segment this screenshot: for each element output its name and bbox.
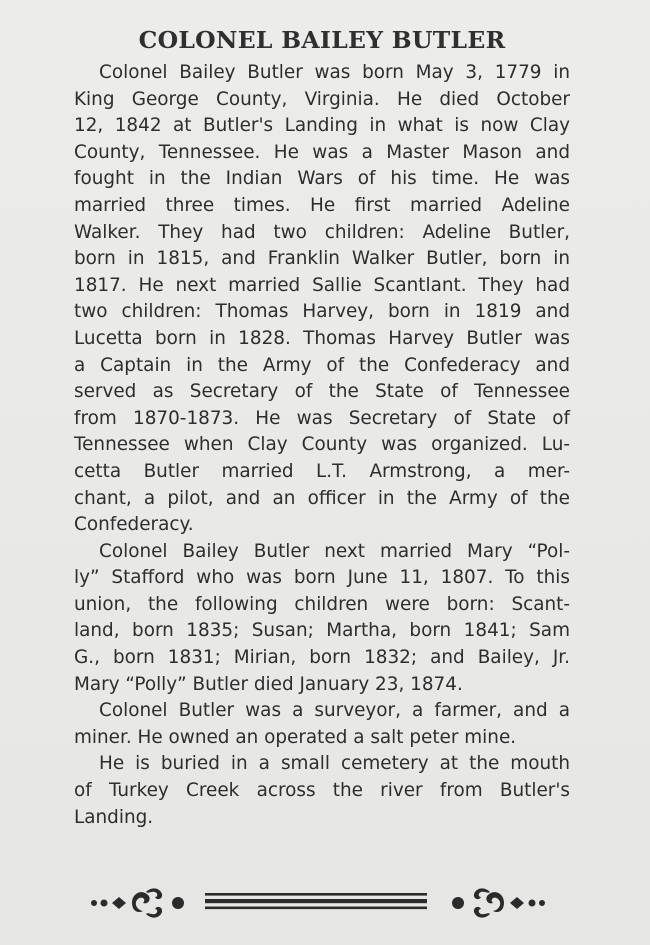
- text-line: union, the following children were born: Scant-: [74, 593, 570, 615]
- text-line: 12, 1842 at Butler's Landing in what is now Clay: [74, 115, 570, 137]
- text-line: married three times. He first married Adeline: [74, 194, 570, 216]
- text-line: cetta Butler married L.T. Armstrong, a mer-: [74, 460, 570, 482]
- paragraph-4: [74, 751, 570, 831]
- text-line: G., born 1831; Mirian, born 1832; and Bailey, Jr.: [74, 647, 570, 669]
- text-line: He is buried in a small cemetery at the mouth: [99, 753, 570, 775]
- paragraph-3: [74, 698, 570, 751]
- text-line: Colonel Bailey Butler next married Mary “Pol-: [99, 540, 570, 562]
- text-line: chant, a pilot, and an officer in the Army of the: [74, 487, 570, 509]
- text-line: ly” Stafford who was born June 11, 1807. To this: [74, 567, 570, 589]
- decorative-divider-icon: [88, 876, 548, 926]
- text-line: miner. He owned an operated a salt peter mine.: [74, 726, 517, 748]
- text-line: Tennessee when Clay County was organized. Lu-: [74, 434, 570, 456]
- article: [74, 24, 570, 831]
- paragraph-2: [74, 539, 570, 699]
- text-line: Mary “Polly” Butler died January 23, 1874.: [74, 673, 463, 695]
- article-title: COLONEL BAILEY BUTLER: [138, 26, 506, 54]
- text-line: Colonel Bailey Butler was born May 3, 1779 in: [99, 62, 570, 83]
- text-line: from 1870-1873. He was Secretary of State of: [74, 407, 570, 429]
- text-line: King George County, Virginia. He died October: [74, 88, 570, 110]
- text-line: County, Tennessee. He was a Master Mason and: [74, 141, 570, 163]
- text-line: fought in the Indian Wars of his time. He was: [74, 168, 570, 190]
- text-line: Lucetta born in 1828. Thomas Harvey Butler was: [74, 327, 570, 349]
- text-line: Colonel Butler was a surveyor, a farmer, and a: [99, 700, 570, 722]
- text-line: Confederacy.: [74, 514, 194, 536]
- text-line: 1817. He next married Sallie Scantlant. They had: [74, 274, 570, 296]
- text-line: Walker. They had two children: Adeline Butler,: [74, 221, 570, 243]
- text-line: land, born 1835; Susan; Martha, born 1841; Sam: [74, 620, 570, 642]
- text-line: two children: Thomas Harvey, born in 1819 and: [74, 301, 570, 323]
- text-line: born in 1815, and Franklin Walker Butler, born in: [74, 248, 570, 270]
- text-line: served as Secretary of the State of Tennessee: [74, 381, 570, 403]
- text-line: Landing.: [74, 806, 154, 828]
- text-line: of Turkey Creek across the river from Butler's: [74, 780, 570, 802]
- paragraph-1: [74, 60, 570, 539]
- text-line: a Captain in the Army of the Confederacy and: [74, 354, 570, 376]
